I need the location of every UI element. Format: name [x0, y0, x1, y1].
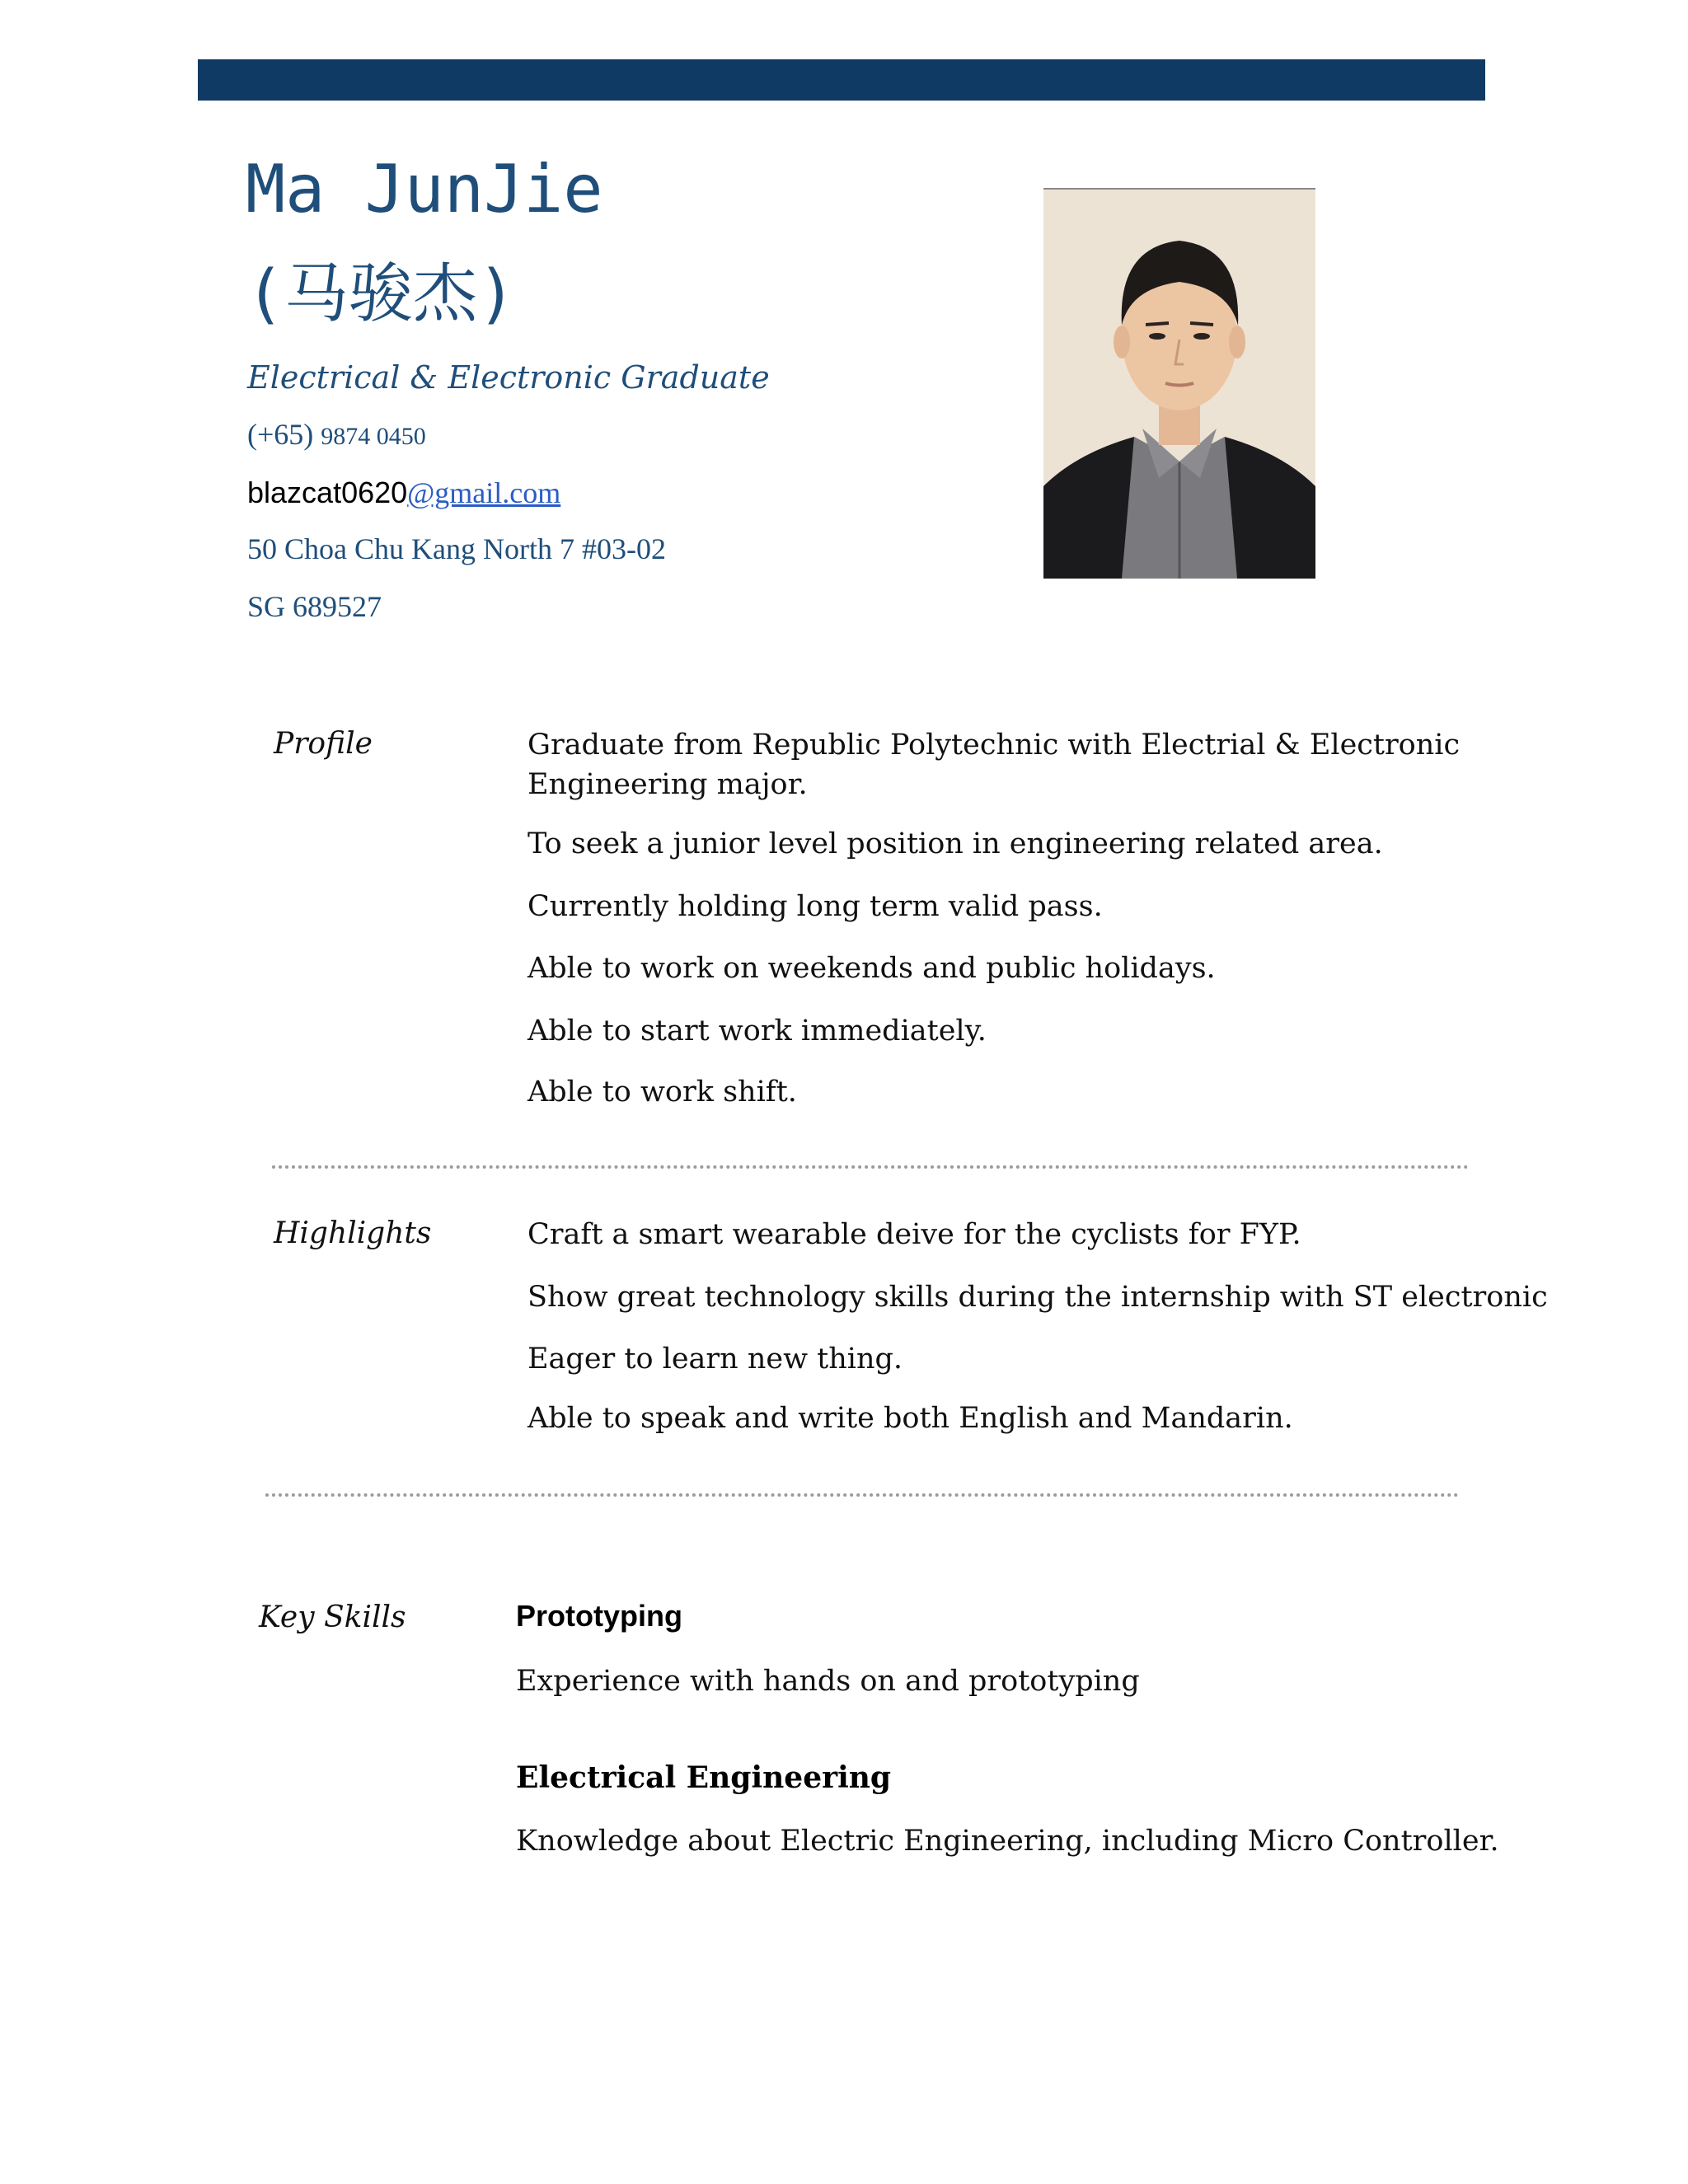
profile-line-2: Engineering major. — [528, 768, 808, 801]
header-bar — [198, 59, 1485, 101]
profile-item: Currently holding long term valid pass. — [528, 890, 1103, 923]
highlight-item: Able to speak and write both English and Mandarin. — [528, 1402, 1293, 1435]
phone-digits: 9874 0450 — [321, 423, 426, 450]
profile-item: Able to work on weekends and public holidays. — [528, 952, 1216, 985]
profile-item: Able to work shift. — [528, 1076, 797, 1108]
profile-item: Able to start work immediately. — [528, 1015, 987, 1047]
skill-description: Experience with hands on and prototyping — [516, 1665, 1140, 1698]
address-line-2: SG 689527 — [247, 590, 382, 623]
address-line-1: 50 Choa Chu Kang North 7 #03-02 — [247, 532, 666, 565]
section-divider — [265, 1493, 1459, 1497]
skill-description: Knowledge about Electric Engineering, including Micro Controller. — [516, 1825, 1499, 1858]
candidate-headline: Electrical & Electronic Graduate — [247, 359, 770, 396]
portrait-image — [1043, 190, 1315, 579]
skill-title: Electrical Engineering — [516, 1760, 892, 1795]
profile-line-1: Graduate from Republic Polytechnic with Electrial & Electronic — [528, 729, 1461, 762]
highlight-item: Eager to learn new thing. — [528, 1343, 903, 1376]
highlight-item: Craft a smart wearable deive for the cyclists for FYP. — [528, 1218, 1301, 1251]
email-address[interactable] — [247, 472, 560, 513]
highlight-item: Show great technology skills during the internship with ST electronic — [528, 1281, 1548, 1314]
phone-country-code: (+65) — [247, 418, 314, 451]
profile-photo — [1043, 188, 1315, 579]
email-user: blazcat0620 — [247, 476, 408, 509]
profile-item: To seek a junior level position in engineering related area. — [528, 827, 1383, 860]
skill-title: Prototyping — [516, 1599, 682, 1633]
highlights-label: Highlights — [274, 1216, 432, 1250]
candidate-name: Ma JunJie — [246, 151, 603, 227]
candidate-name-chinese: (马骏杰) — [246, 257, 516, 331]
profile-label: Profile — [274, 727, 373, 761]
email-link[interactable]: @gmail.com — [407, 476, 561, 509]
key-skills-label: Key Skills — [259, 1601, 406, 1634]
phone-number — [247, 414, 426, 457]
section-divider — [272, 1165, 1469, 1169]
